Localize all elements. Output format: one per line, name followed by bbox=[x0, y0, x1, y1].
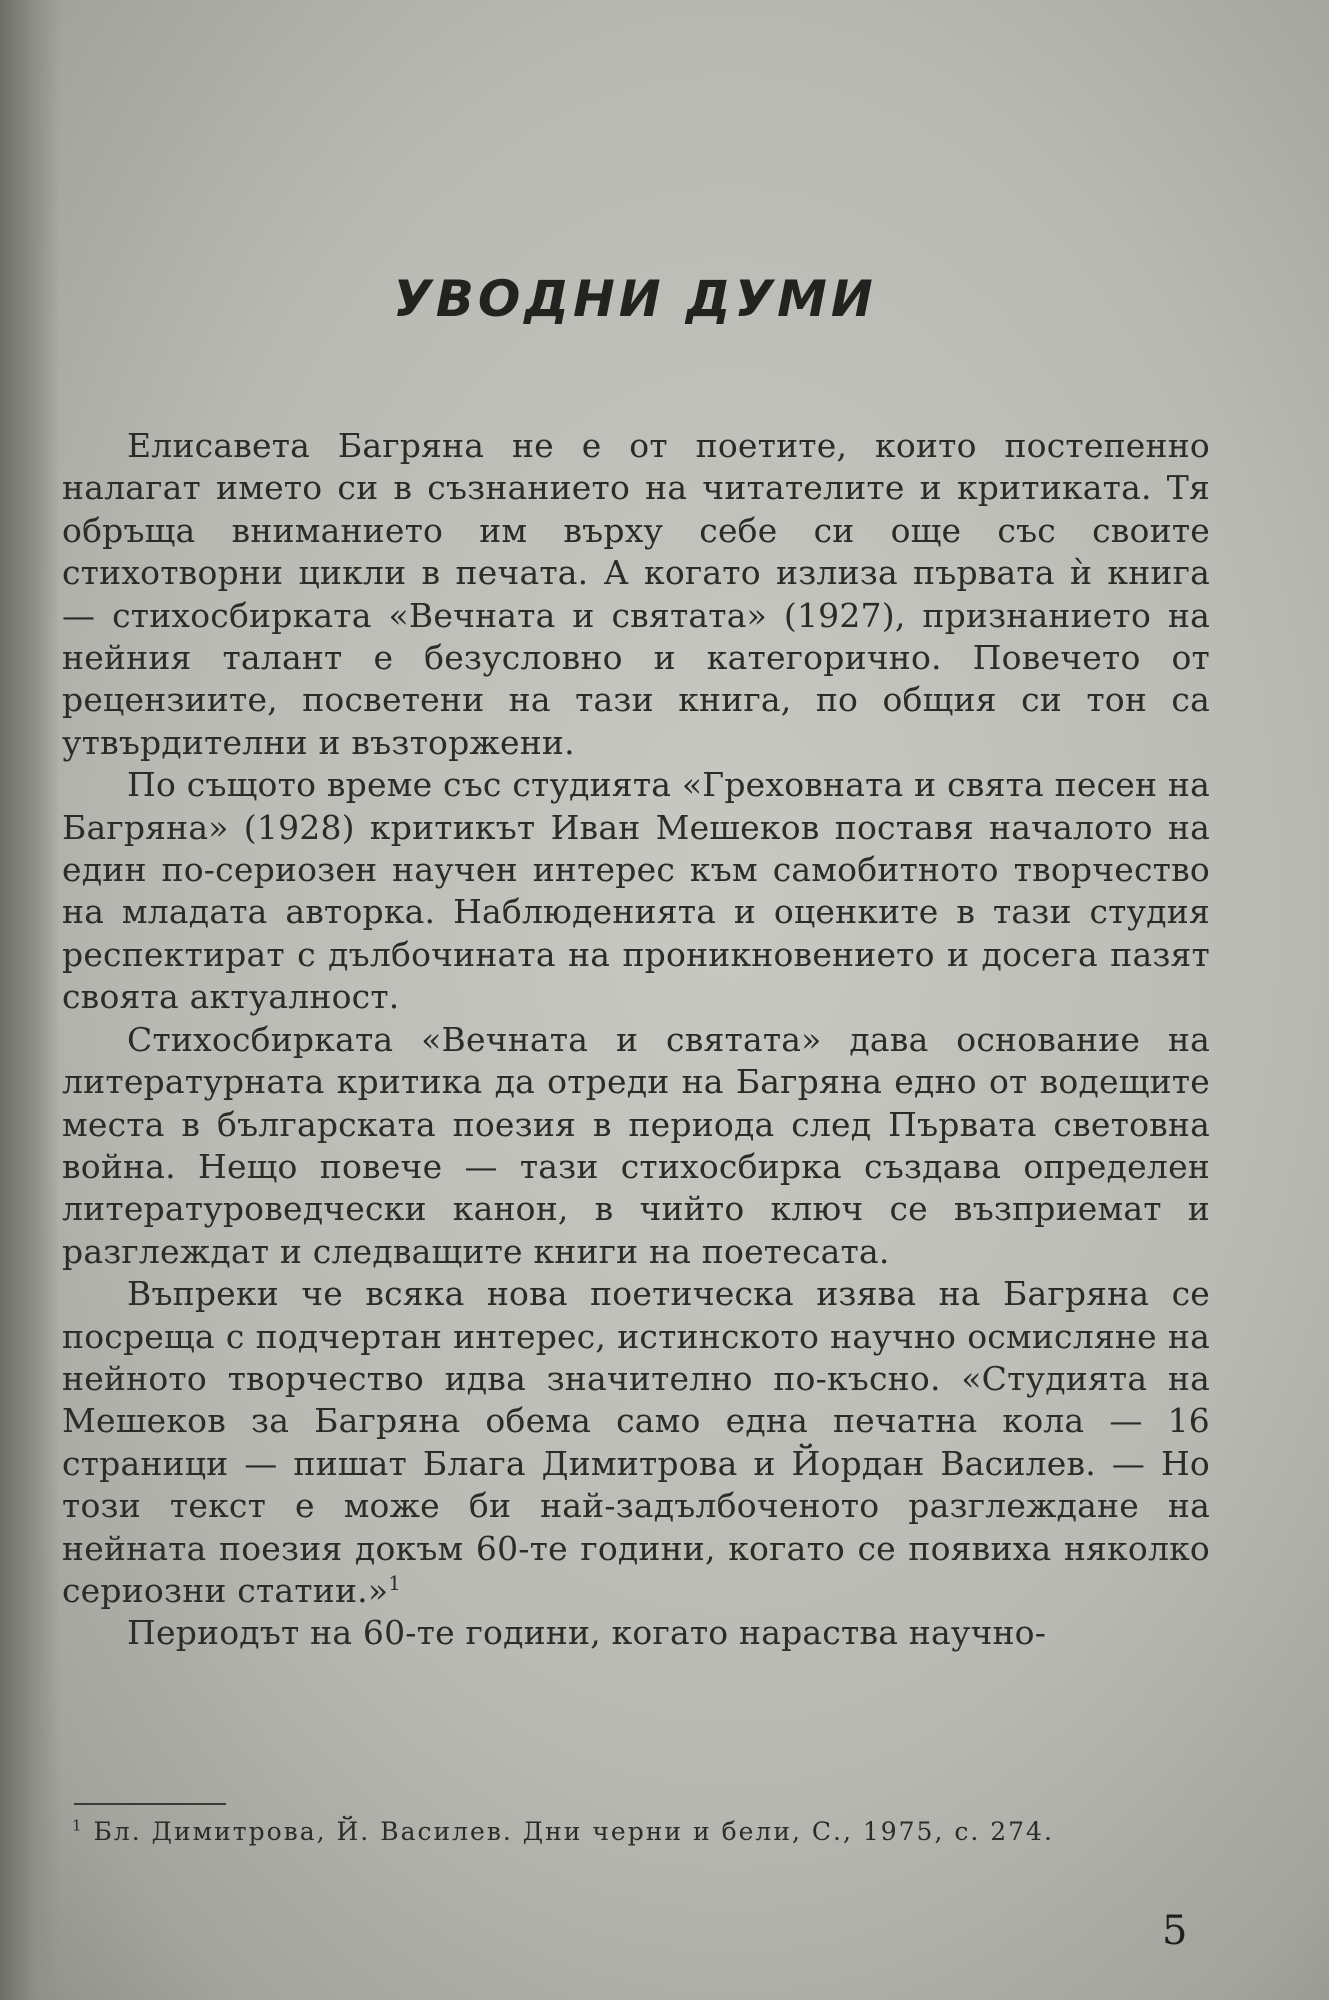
page-number: 5 bbox=[1162, 1908, 1188, 1954]
paragraph: Елисавета Багряна не е от поетите, които постепенно налагат името си в съзнанието на читателите и критиката. Тя обръща вниманието им върху себе си още със своите стихотворни цикли в печата. А когато излиза първата ѝ книга — стихосбирката «Вечната и святата» (1927), признанието на нейния талант е безусловно и категорично. Повечето от рецензиите, посветени на тази книга, по общия си тон са утвърдителни и възторжени. bbox=[62, 426, 1210, 762]
chapter-title: УВОДНИ ДУМИ bbox=[393, 270, 877, 328]
footnote bbox=[72, 1810, 1212, 1853]
footnote-reference[interactable]: 1 bbox=[388, 1571, 402, 1595]
paragraph bbox=[62, 1273, 1210, 1612]
paragraph: По същото време със студията «Греховната и свята песен на Багряна» (1928) критикът Иван Мешеков поставя началото на един по-сериозен научен интерес към самобитното творчество на младата авторка. Наблюденията и оценките в тази студия респектират с дълбочината на проникновението и досега пазят своята актуалност. bbox=[62, 765, 1210, 1017]
footnote-divider bbox=[74, 1803, 226, 1805]
footnote-marker: 1 bbox=[72, 1816, 84, 1835]
paragraph: Периодът на 60-те години, когато нараства научно- bbox=[127, 1613, 1047, 1653]
paragraph-text: Въпреки че всяка нова поетическа изява на Багряна се посреща с подчертан интерес, истинското научно осмисляне на нейното творчество идва значително по-късно. «Студията на Мешеков за Багряна обема само една печатна кола — 16 страници — пишат Блага Димитрова и Йордан Василев. — Но този текст е може би най-задълбоченото разглеждане на нейната поезия докъм 60-те години, когато се появиха няколко сериозни статии.» bbox=[62, 1274, 1210, 1610]
footnote-text: Бл. Димитрова, Й. Василев. Дни черни и бели, С., 1975, с. 274. bbox=[93, 1817, 1054, 1846]
paragraph: Стихосбирката «Вечната и святата» дава основание на литературната критика да отреди на Багряна едно от водещите места в българската поезия в периода след Първата световна война. Нещо повече — тази стихосбирка създава определен литературоведчески канон, в чийто ключ се възприемат и разглеждат и следващите книги на поетесата. bbox=[62, 1019, 1210, 1271]
body-text bbox=[62, 425, 1210, 1655]
